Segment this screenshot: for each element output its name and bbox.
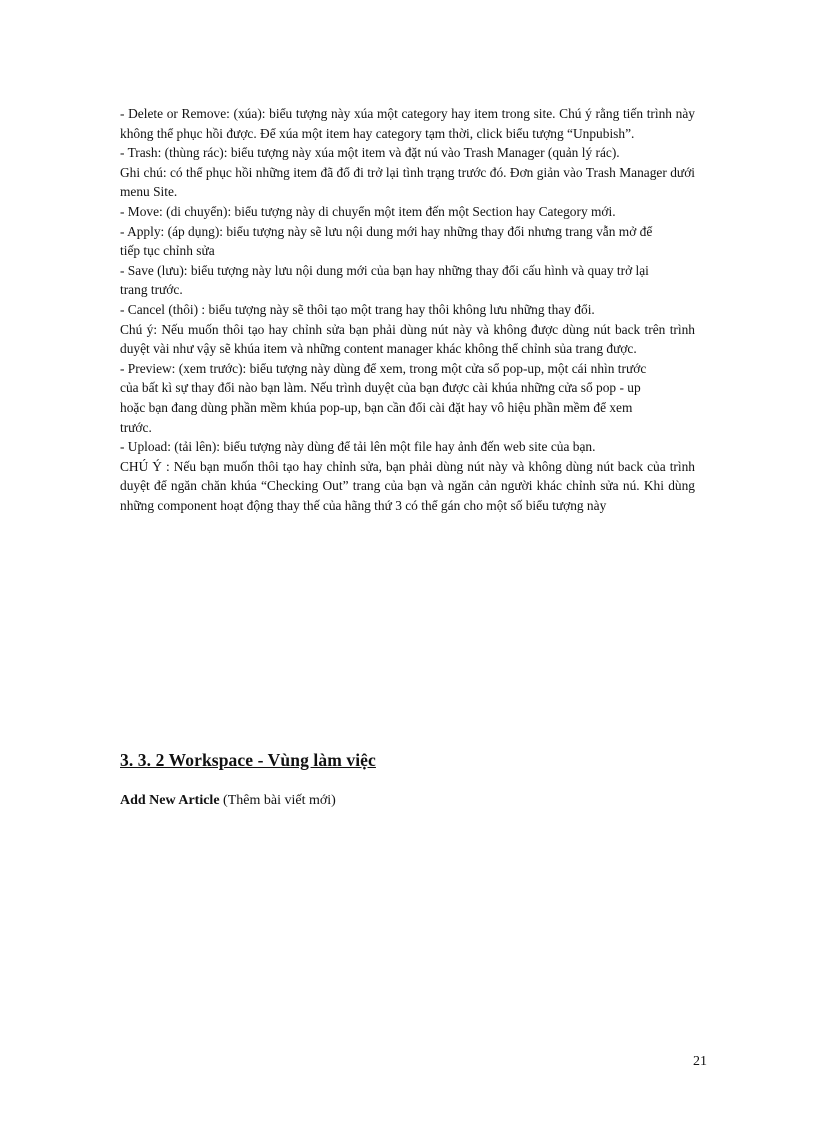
paragraph: - Trash: (thùng rác): biểu tượng này xúa một item và đặt nú vào Trash Manager (quản lý rác). bbox=[120, 145, 620, 161]
section-heading: 3. 3. 2 Workspace - Vùng làm việc bbox=[120, 750, 376, 770]
subheading bbox=[120, 793, 336, 809]
paragraph: tiếp tục chỉnh sửa bbox=[120, 243, 215, 259]
paragraph: - Preview: (xem trước): biểu tượng này dùng để xem, trong một cửa sổ pop-up, một cái nhìn trước bbox=[120, 360, 647, 376]
paragraph: - Save (lưu): biểu tượng này lưu nội dung mới của bạn hay những thay đổi cấu hình và quay trở lại bbox=[120, 262, 649, 278]
body-text bbox=[120, 104, 695, 515]
subheading-rest: (Thêm bài viết mới) bbox=[219, 793, 336, 808]
paragraph: - Apply: (áp dụng): biểu tượng này sẽ lưu nội dung mới hay những thay đổi nhưng trang vẫn mở để bbox=[120, 223, 653, 239]
paragraph: Chú ý: Nếu muốn thôi tạo hay chỉnh sửa bạn phải dùng nút này và không được dùng nút back trên trình duyệt vài như vậy sẽ khúa item và những content manager khác không thể chỉnh sủa trang được. bbox=[120, 321, 695, 357]
subheading-bold: Add New Article bbox=[120, 793, 220, 808]
paragraph: - Upload: (tải lên): biểu tượng này dùng để tải lên một file hay ảnh đến web site của bạn. bbox=[120, 439, 596, 455]
paragraph: - Move: (di chuyển): biểu tượng này di chuyển một item đến một Section hay Category mới. bbox=[120, 203, 616, 219]
paragraph: Ghi chú: có thể phục hồi những item đã đổ đi trở lại tình trạng trước đó. Đơn giản vào Trash Manager dưới menu Site. bbox=[120, 164, 695, 200]
paragraph: trang trước. bbox=[120, 282, 183, 298]
paragraph: trước. bbox=[120, 419, 152, 435]
paragraph: CHÚ Ý : Nếu bạn muốn thôi tạo hay chỉnh sửa, bạn phải dùng nút này và không dùng nút back của trình duyệt để ngăn chăn khúa “Checking Out” trang của bạn và ngăn cản người khác chỉnh sửa nú. Khi dùng những component hoạt động thay thế của hãng thứ 3 có thể gán cho một số biểu tượng này bbox=[120, 458, 695, 513]
page-number: 21 bbox=[693, 1054, 707, 1069]
paragraph: hoặc bạn đang dùng phần mềm khúa pop-up, bạn cần đổi cài đặt hay vô hiệu phần mềm để xem bbox=[120, 399, 633, 415]
paragraph: của bất kì sự thay đổi nào bạn làm. Nếu trình duyệt của bạn được cài khúa những cửa sổ pop - up bbox=[120, 380, 641, 396]
paragraph: - Cancel (thôi) : biểu tượng này sẽ thôi tạo một trang hay thôi không lưu những thay đổi. bbox=[120, 301, 595, 317]
paragraph: - Delete or Remove: (xúa): biểu tượng này xúa một category hay item trong site. Chú ý rằng tiến trình này không thể phục hồi được. Để xúa một item hay category tạm thời, click biểu tượng “Unpubish”. bbox=[120, 106, 695, 141]
